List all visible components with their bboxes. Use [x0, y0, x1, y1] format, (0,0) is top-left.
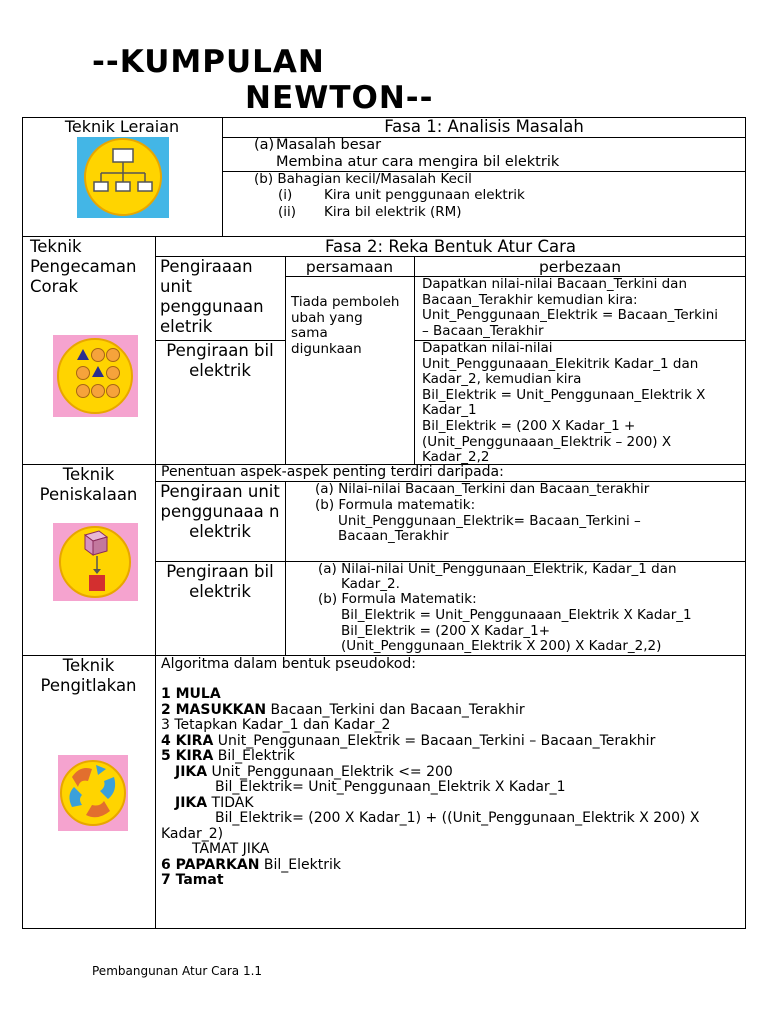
step7-kw: 7 Tamat: [161, 872, 224, 888]
same-line: sama: [291, 325, 328, 342]
row3-l1-b: (b) Formula matematik:: [315, 497, 476, 513]
step6-kw: 6 PAPARKAN: [161, 857, 260, 873]
phase1-a-text: Membina atur cara mengira bil elektrik: [276, 154, 560, 170]
row3-l2-a: (a) Nilai-nilai Unit_Penggunaan_Elektrik, Kadar_1 dan: [318, 561, 677, 577]
diff-line: Bacaan_Terakhir kemudian kira:: [422, 291, 638, 308]
phase2-header: Fasa 2: Reka Bentuk Atur Cara: [325, 237, 576, 256]
step5-kw: 5 KIRA: [161, 748, 214, 764]
pattern-icon: [53, 335, 138, 417]
diff-line: Kadar_1: [422, 402, 477, 419]
abstraction-icon: [53, 523, 138, 601]
technique-leraian: Teknik Leraian: [64, 117, 180, 136]
technique-pengitlakan: Teknik Pengitlakan: [40, 656, 137, 695]
col-perbezaan-header: perbezaan: [538, 258, 622, 276]
row2-label-unit: Pengiraaan unit penggunaan eletrik: [160, 257, 264, 336]
row3-label-bil: Pengiraan bil elektrik: [166, 562, 274, 601]
tidak-text: TIDAK: [207, 795, 254, 811]
same-line: ubah yang: [291, 309, 363, 326]
step4-text: Unit_Penggunaan_Elektrik = Bacaan_Terkini – Bacaan_Terakhir: [213, 733, 656, 749]
footer-text: Pembangunan Atur Cara 1.1: [92, 964, 263, 978]
row3-l1-d: Bacaan_Terakhir: [338, 528, 449, 544]
step2-kw: 2 MASUKKAN: [161, 702, 267, 718]
row4-intro: Algoritma dalam bentuk pseudokod:: [161, 656, 416, 672]
row3-l2-b: Kadar_2.: [341, 576, 400, 592]
jika-text: Unit_Penggunaan_Elektrik <= 200: [207, 764, 453, 780]
row3-l2-f: (Unit_Penggunaan_Elektrik X 200) X Kadar_2,2): [341, 638, 662, 654]
page-title-line1: --KUMPULAN: [92, 44, 325, 80]
diff-line: Bil_Elektrik = Unit_Penggunaan_Elektrik X: [422, 386, 706, 403]
diff-line: Dapatkan nilai-nilai Bacaan_Terkini dan: [422, 276, 688, 292]
phase1-b-i-marker: (i): [278, 187, 293, 203]
phase1-b-i-text: Kira unit penggunaan elektrik: [324, 187, 525, 203]
same-line: digunkaan: [291, 340, 362, 357]
step2-text: Bacaan_Terkini dan Bacaan_Terakhir: [266, 702, 525, 718]
row3-intro: Penentuan aspek-aspek penting terdiri daripada:: [161, 464, 504, 480]
step6-text: Bil_Elektrik: [259, 857, 341, 873]
step7: [161, 873, 224, 889]
diff-line: Unit_Penggunaaan_Elekitrik Kadar_1 dan: [422, 355, 699, 372]
step1: [161, 687, 221, 703]
hierarchy-icon: [77, 137, 169, 218]
row3-label-unit: Pengiraan unit penggunaaa n elektrik: [160, 482, 280, 541]
col-persamaan-header: persamaan: [305, 258, 394, 276]
row3-l2-e: Bil_Elektrik = (200 X Kadar_1+: [341, 623, 551, 639]
phase1-a-marker: (a): [254, 137, 275, 153]
technique-pengecaman-corak: Teknik Pengecaman Corak: [30, 237, 137, 296]
jika-kw: JIKA: [175, 764, 208, 780]
diff-line: Unit_Penggunaan_Elektrik = Bacaan_Terkini: [422, 307, 719, 324]
row2-label-bil: Pengiraan bil elektrik: [166, 341, 274, 380]
step3: 3 Tetapkan Kadar_1 dan Kadar_2: [161, 717, 391, 733]
diff-line: Bil_Elektrik = (200 X Kadar_1 +: [422, 417, 636, 434]
phase1-header: Fasa 1: Analisis Masalah: [384, 117, 584, 136]
generalization-icon: [58, 755, 128, 831]
diff-line: Dapatkan nilai-nilai: [422, 340, 553, 356]
row2-diff2-text: [422, 341, 705, 466]
diff-line: Kadar_2, kemudian kira: [422, 371, 582, 388]
tamat-jika: TAMAT JIKA: [192, 841, 270, 857]
jika-body: Bil_Elektrik= Unit_Penggunaan_Elektrik X Kadar_1: [215, 779, 566, 795]
tidak-kw: JIKA: [175, 795, 208, 811]
row3-l2-d: Bil_Elektrik = Unit_Penggunaaan_Elektrik X Kadar_1: [341, 607, 692, 623]
row3-l1-a: (a) Nilai-nilai Bacaan_Terkini dan Bacaan_terakhir: [315, 481, 650, 497]
phase1-b-title: (b) Bahagian kecil/Masalah Kecil: [254, 171, 472, 187]
diff-line: Kadar_2,2: [422, 449, 490, 466]
phase1-a-title: Masalah besar: [276, 137, 382, 153]
page-title-line2: NEWTON--: [245, 80, 434, 116]
step1-kw: 1 MULA: [161, 686, 221, 702]
diff-line: – Bacaan_Terakhir: [422, 322, 544, 339]
row3-l1-c: Unit_Penggunaan_Elektrik= Bacaan_Terkini –: [338, 513, 641, 529]
same-line: Tiada pemboleh: [291, 294, 400, 310]
tidak-body2: Kadar_2): [161, 826, 224, 842]
step4-kw: 4 KIRA: [161, 733, 214, 749]
diff-line: (Unit_Penggunaaan_Elektrik – 200) X: [422, 433, 672, 450]
step5-text: Bil_Elektrik: [213, 748, 295, 764]
tidak-body: Bil_Elektrik= (200 X Kadar_1) + ((Unit_Penggunaan_Elektrik X 200) X: [215, 810, 700, 826]
technique-peniskalaan: Teknik Peniskalaan: [39, 465, 138, 504]
step5: [161, 749, 295, 765]
phase1-b-ii-text: Kira bil elektrik (RM): [324, 204, 462, 220]
row2-same-text: [291, 295, 399, 357]
row2-diff1-text: [422, 277, 718, 339]
phase1-b-ii-marker: (ii): [278, 204, 297, 220]
row3-l2-c: (b) Formula Matematik:: [318, 591, 477, 607]
